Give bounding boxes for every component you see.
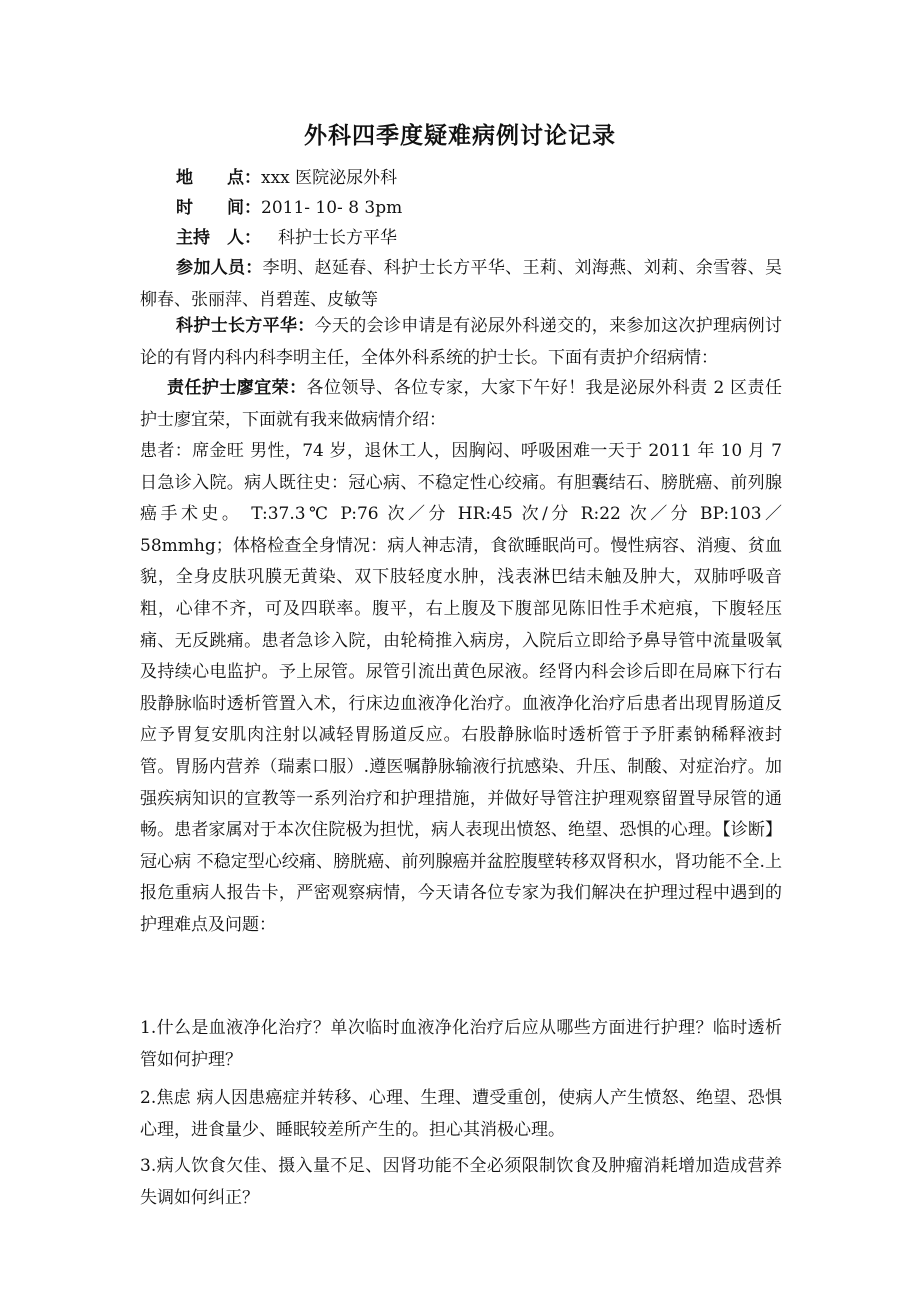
host-line [176,222,397,254]
responsible-nurse-text: 各位领导、各位专家，大家下午好！我是泌尿外科责 2 区责任护士廖宜荣，下面就有我来做病情介绍： [140,378,782,430]
attendees-paragraph [140,252,782,316]
head-nurse-label: 科护士长方平华： [176,316,315,336]
location-line [176,162,397,194]
question-1: 1.什么是血液净化治疗？单次临时血液净化治疗后应从哪些方面进行护理？临时透析管如何护理？ [140,1018,782,1070]
responsible-nurse-label: 责任护士廖宜荣： [167,378,307,398]
time-value: 2011- 10- 8 3pm [261,198,403,218]
location-label: 地 点： [176,168,261,188]
question-2: 2.焦虑 病人因患癌症并转移、心理、生理、遭受重创，使病人产生愤怒、绝望、恐惧心理，进食量少、睡眠较差所产生的。担心其消极心理。 [140,1088,782,1140]
location-value: xxx 医院泌尿外科 [261,168,398,188]
head-nurse-text: 今天的会诊申请是有泌尿外科递交的，来参加这次护理病例讨论的有肾内科内科李明主任，全体外科系统的护士长。下面有责护介绍病情： [140,316,783,368]
time-line [176,192,402,224]
host-value: 科护士长方平华 [261,228,397,248]
responsible-nurse-paragraph [140,372,782,436]
attendees-label: 参加人员： [176,258,263,278]
time-label: 时 间： [176,198,261,218]
question-3: 3.病人饮食欠佳、摄入量不足、因肾功能不全必须限制饮食及肿瘤消耗增加造成营养失调如何纠正？ [140,1156,782,1208]
host-label: 主持 人： [176,228,261,248]
head-nurse-paragraph [140,310,782,374]
case-description: 患者：席金旺 男性，74 岁，退休工人，因胸闷、呼吸困难一天于 2011 年 10 月 7 日急诊入院。病人既往史：冠心病、不稳定性心绞痛。有胆囊结石、膀胱癌、前列腺癌手术史。 T:37.3℃ P:76 次／分 HR:45 次/分 R:22 次／分 BP:103／58mmhg；体格检查全身情况：病人神志清，食欲睡眠尚可。慢性病容、消瘦、贫血貌，全身皮肤巩膜无黄染、双下肢轻度水肿，浅表淋巴结未触及肿大，双肺呼吸音粗，心律不齐，可及四联率。腹平，右上腹及下腹部见陈旧性手术疤痕，下腹轻压痛、无反跳痛。患者急诊入院，由轮椅推入病房，入院后立即给予鼻导管中流量吸氧及持续心电监护。予上尿管。尿管引流出黄色尿液。经肾内科会诊后即在局麻下行右股静脉临时透析管置入术，行床边血液净化治疗。血液净化治疗后患者出现胃肠道反应予胃复安肌肉注射以减轻胃肠道反应。右股静脉临时透析管于予肝素钠稀释液封管。胃肠内营养（瑞素口服）.遵医嘱静脉输液行抗感染、升压、制酸、对症治疗。加强疾病知识的宣教等一系列治疗和护理措施，并做好导管注护理观察留置导尿管的通畅。患者家属对于本次住院极为担忧，病人表现出愤怒、绝望、恐惧的心理。【诊断】冠心病 不稳定型心绞痛、膀胱癌、前列腺癌并盆腔腹壁转移双肾积水，肾功能不全.上报危重病人报告卡，严密观察病情，今天请各位专家为我们解决在护理过程中遇到的护理难点及问题： [140,441,782,935]
document-title: 外科四季度疑难病例讨论记录 [304,123,616,149]
attendees-value: 李明、赵延春、科护士长方平华、王莉、刘海燕、刘莉、余雪蓉、吴柳春、张丽萍、肖碧莲、皮敏等 [140,258,783,310]
